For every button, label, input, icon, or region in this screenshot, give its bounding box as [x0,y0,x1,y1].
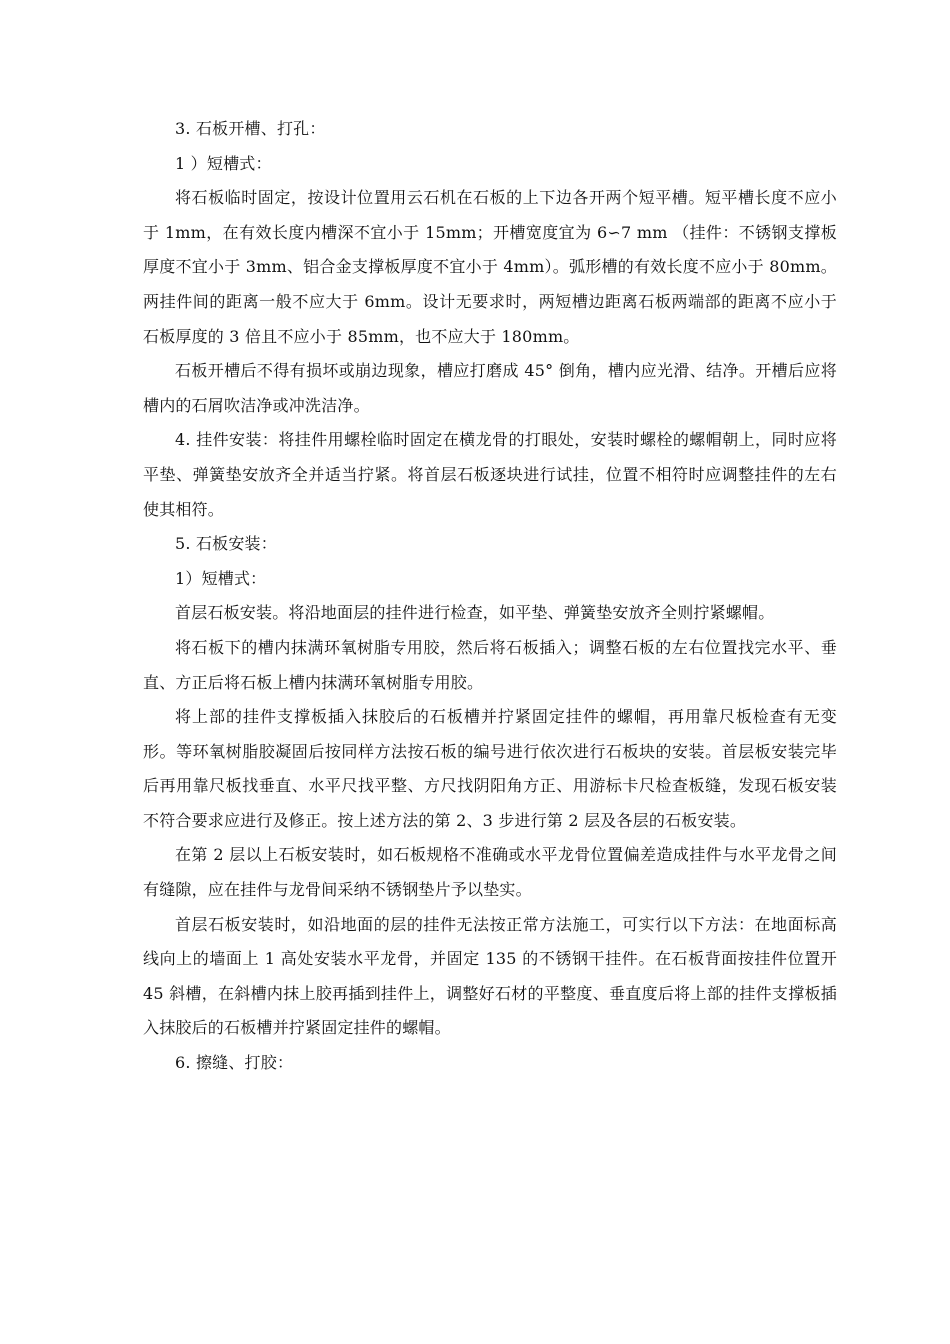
paragraph-epoxy-lower: 将石板下的槽内抹满环氧树脂专用胶，然后将石板插入；调整石板的左右位置找完水平、垂直、方正后将石板上槽内抹满环氧树脂专用胶。 [143,637,837,692]
section-heading-stone-install: 5. 石板安装： [175,534,277,554]
subheading-short-slot-install: 1）短槽式： [175,568,267,588]
paragraph-first-layer: 首层石板安装。将沿地面层的挂件进行检查，如平垫、弹簧垫安放齐全则拧紧螺帽。 [175,603,775,623]
paragraph-slot-finish: 石板开槽后不得有损坏或崩边现象，槽应打磨成 45° 倒角，槽内应光滑、结净。开槽后应将槽内的石屑吹洁净或冲洗洁净。 [143,361,837,415]
paragraph-slot-specs: 将石板临时固定，按设计位置用云石机在石板的上下边各开两个短平槽。短平槽长度不应小于 1mm，在有效长度内槽深不宜小于 15mm；开槽宽度宜为 6∽7 mm （挂件：不锈钢支撑板厚度不宜小于 3mm、铝合金支撑板厚度不宜小于 4mm）。弧形槽的有效长度不应小于 80mm。两挂件间的距离一般不应大于 6mm。设计无要求时，两短槽边距离石板两端部的距离不应小于石板厚度的 3 倍且不应小于 85mm，也不应大于 180mm。 [143,188,837,346]
subheading-short-slot: 1 ）短槽式： [175,153,272,173]
section-heading-slotting: 3. 石板开槽、打孔： [175,119,326,138]
section-heading-hanger-install: 4. 挂件安装：将挂件用螺栓临时固定在横龙骨的打眼处，安装时螺栓的螺帽朝上，同时应将平垫、弹簧垫安放齐全并适当拧紧。将首层石板逐块进行试挂，位置不相符时应调整挂件的左右使其相符。 [143,430,837,519]
section-heading-joint-sealing: 6. 擦缝、打胶： [175,1053,294,1073]
paragraph-ground-layer-alt: 首层石板安装时，如沿地面的层的挂件无法按正常方法施工，可实行以下方法：在地面标高线向上的墙面上 1 高处安装水平龙骨，并固定 135 的不锈钢干挂件。在石板背面按挂件位置开 45 斜槽，在斜槽内抹上胶再插到挂件上，调整好石材的平整度、垂直度后将上部的挂件支撑板插入抹胶后的石板槽并拧紧固定挂件的螺帽。 [143,914,837,1038]
document-body [143,112,837,1081]
paragraph-support-plate: 将上部的挂件支撑板插入抹胶后的石板槽并拧紧固定挂件的螺帽，再用靠尺板检查有无变形。等环氧树脂胶凝固后按同样方法按石板的编号进行依次进行石板块的安装。首层板安装完毕后再用靠尺板找垂直、水平尺找平整、方尺找阴阳角方正、用游标卡尺检查板缝，发现石板安装不符合要求应进行及修正。按上述方法的第 2、3 步进行第 2 层及各层的石板安装。 [143,707,837,830]
paragraph-upper-layers: 在第 2 层以上石板安装时，如石板规格不准确或水平龙骨位置偏差造成挂件与水平龙骨之间有缝隙，应在挂件与龙骨间采纳不锈钢垫片予以垫实。 [143,845,837,900]
